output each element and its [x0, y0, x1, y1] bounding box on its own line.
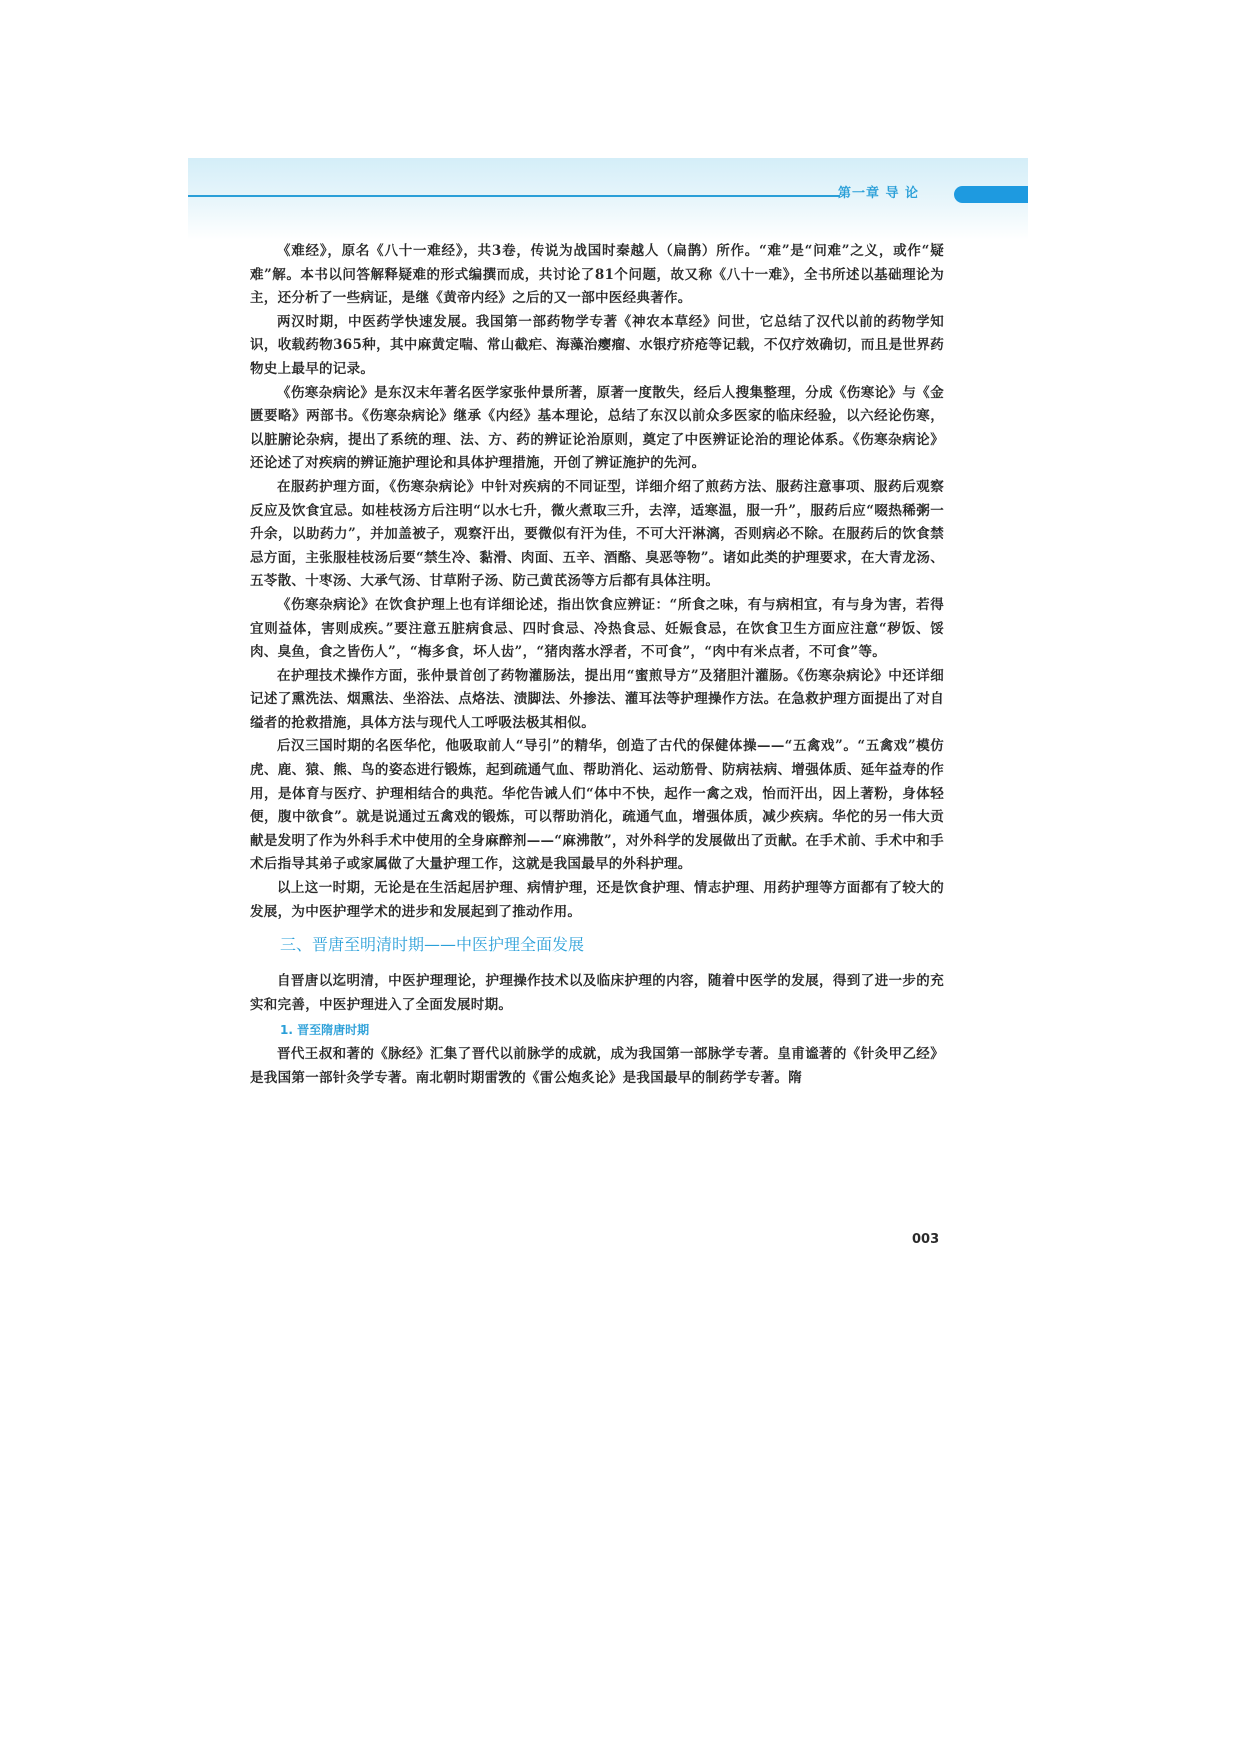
chapter-tab-marker — [954, 186, 1028, 203]
paragraph: 在护理技术操作方面，张仲景首创了药物灌肠法，提出用“蜜煎导方”及猪胆汁灌肠。《伤寒杂病论》中还详细记述了熏洗法、烟熏法、坐浴法、点烙法、渍脚法、外掺法、灌耳法等护理操作方法。在急救护理方面提出了对自缢者的抢救措施，具体方法与现代人工呼吸法极其相似。 — [250, 667, 944, 731]
page-number: 003 — [912, 1232, 940, 1247]
subsection-heading: 1. 晋至隋唐时期 — [280, 1023, 370, 1038]
paragraph-group-top — [250, 240, 944, 924]
paragraph: 两汉时期，中医药学快速发展。我国第一部药物学专著《神农本草经》问世，它总结了汉代以前的药物学知识，收载药物365种，其中麻黄定喘、常山截疟、海藻治瘿瘤、水银疗疥疮等记载，不仅疗效确切，而且是世界药物史上最早的记录。 — [250, 313, 944, 377]
section-heading: 三、晋唐至明清时期——中医护理全面发展 — [280, 935, 585, 955]
header-rule — [188, 195, 840, 197]
chapter-label: 第一章 导 论 — [838, 186, 920, 201]
paragraph: 《伤寒杂病论》在饮食护理上也有详细论述，指出饮食应辨证：“所食之味，有与病相宜，有与身为害，若得宜则益体，害则成疾。”要注意五脏病食忌、四时食忌、冷热食忌、妊娠食忌，在饮食卫生方面应注意“秽饭、馁肉、臭鱼，食之皆伤人”，“梅多食，坏人齿”，“猪肉落水浮者，不可食”，“肉中有米点者，不可食”等。 — [250, 596, 944, 661]
paragraph: 《伤寒杂病论》是东汉末年著名医学家张仲景所著，原著一度散失，经后人搜集整理，分成《伤寒论》与《金匮要略》两部书。《伤寒杂病论》继承《内经》基本理论，总结了东汉以前众多医家的临床经验，以六经论伤寒，以脏腑论杂病，提出了系统的理、法、方、药的辨证论治原则，奠定了中医辨证论治的理论体系。《伤寒杂病论》还论述了对疾病的辨证施护理论和具体护理措施，开创了辨证施护的先河。 — [250, 384, 944, 472]
subsection-paragraph: 晋代王叔和著的《脉经》汇集了晋代以前脉学的成就，成为我国第一部脉学专著。皇甫谧著的《针灸甲乙经》是我国第一部针灸学专著。南北朝时期雷敩的《雷公炮炙论》是我国最早的制药学专著。隋 — [250, 1046, 944, 1086]
paragraph: 以上这一时期，无论是在生活起居护理、病情护理，还是饮食护理、情志护理、用药护理等方面都有了较大的发展，为中医护理学术的进步和发展起到了推动作用。 — [250, 880, 944, 920]
paragraph: 《难经》，原名《八十一难经》，共3卷，传说为战国时秦越人（扁鹊）所作。“难”是“问难”之义，或作“疑难”解。本书以问答解释疑难的形式编撰而成，共讨论了81个问题，故又称《八十一难》，全书所述以基础理论为主，还分析了一些病证，是继《黄帝内经》之后的又一部中医经典著作。 — [250, 243, 944, 307]
paragraph: 后汉三国时期的名医华佗，他吸取前人“导引”的精华，创造了古代的保健体操——“五禽戏”。“五禽戏”模仿虎、鹿、猿、熊、鸟的姿态进行锻炼，起到疏通气血、帮助消化、运动筋骨、防病祛病、增强体质、延年益寿的作用，是体育与医疗、护理相结合的典范。华佗告诫人们“体中不快，起作一禽之戏，怡而汗出，因上著粉，身体轻便，腹中欲食”。就是说通过五禽戏的锻炼，可以帮助消化，疏通气血，增强体质，减少疾病。华佗的另一伟大贡献是发明了作为外科手术中使用的全身麻醉剂——“麻沸散”，对外科学的发展做出了贡献。在手术前、手术中和手术后指导其弟子或家属做了大量护理工作，这就是我国最早的外科护理。 — [250, 738, 944, 873]
paragraph: 在服药护理方面，《伤寒杂病论》中针对疾病的不同证型，详细介绍了煎药方法、服药注意事项、服药后观察反应及饮食宜忌。如桂枝汤方后注明“以水七升，微火煮取三升，去滓，适寒温，服一升”，服药后应“啜热稀粥一升余，以助药力”，并加盖被子，观察汗出，要微似有汗为佳，不可大汗淋漓，否则病必不除。在服药后的饮食禁忌方面，主张服桂枝汤后要“禁生冷、黏滑、肉面、五辛、酒酪、臭恶等物”。诸如此类的护理要求，在大青龙汤、五苓散、十枣汤、大承气汤、甘草附子汤、防己黄芪汤等方后都有具体注明。 — [250, 478, 945, 590]
section-intro-paragraph: 自晋唐以迄明清，中医护理理论，护理操作技术以及临床护理的内容，随着中医学的发展，得到了进一步的充实和完善，中医护理进入了全面发展时期。 — [250, 973, 944, 1013]
page-content — [250, 240, 944, 1091]
